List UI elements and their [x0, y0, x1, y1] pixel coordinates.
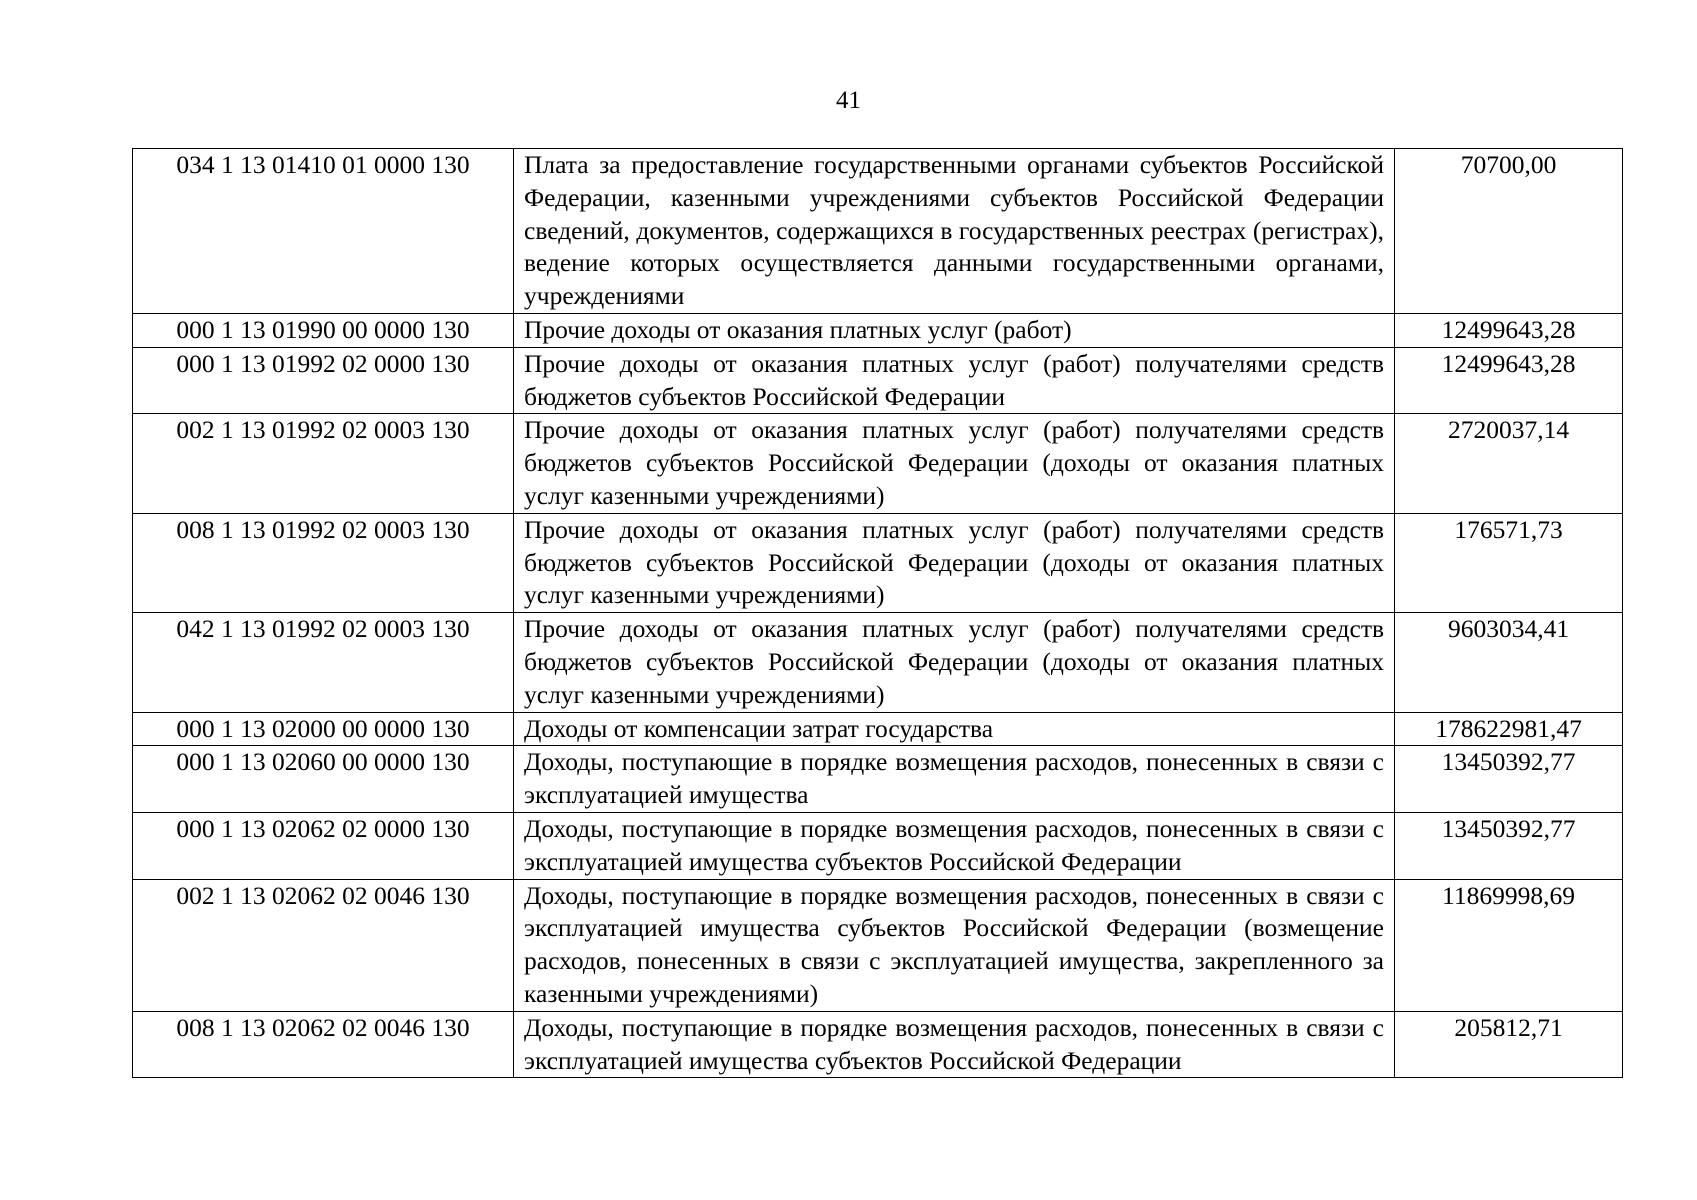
- table-row: [133, 879, 1623, 1011]
- budget-code: 034 1 13 01410 01 0000 130: [133, 149, 514, 314]
- table-row: [133, 613, 1623, 712]
- revenue-name: Прочие доходы от оказания платных услуг (работ) получателями средств бюджетов субъектов Российской Федерации (доходы от оказания платных услуг казенными учреждениями): [514, 414, 1395, 513]
- revenue-sum: 12499643,28: [1395, 347, 1623, 414]
- revenue-sum: 70700,00: [1395, 149, 1623, 314]
- budget-code: 000 1 13 02062 02 0000 130: [133, 812, 514, 879]
- budget-code: 000 1 13 02000 00 0000 130: [133, 712, 514, 746]
- budget-code: 008 1 13 02062 02 0046 130: [133, 1011, 514, 1078]
- budget-code: 042 1 13 01992 02 0003 130: [133, 613, 514, 712]
- table-row: [133, 347, 1623, 414]
- table-row: [133, 712, 1623, 746]
- revenue-sum: 12499643,28: [1395, 313, 1623, 347]
- revenue-sum: 13450392,77: [1395, 746, 1623, 813]
- revenue-name: Прочие доходы от оказания платных услуг (работ): [514, 313, 1395, 347]
- revenue-name: Доходы, поступающие в порядке возмещения расходов, понесенных в связи с эксплуатацией имущества субъектов Российской Федерации: [514, 812, 1395, 879]
- budget-code: 000 1 13 01990 00 0000 130: [133, 313, 514, 347]
- table-row: [133, 513, 1623, 612]
- revenue-sum: 2720037,14: [1395, 414, 1623, 513]
- table-row: [133, 746, 1623, 813]
- revenue-name: Доходы, поступающие в порядке возмещения расходов, понесенных в связи с эксплуатацией имущества субъектов Российской Федерации (возмещение расходов, понесенных в связи с эксплуатацией имущества, закрепленного за казенными учреждениями): [514, 879, 1395, 1011]
- revenue-sum: 9603034,41: [1395, 613, 1623, 712]
- budget-code: 002 1 13 02062 02 0046 130: [133, 879, 514, 1011]
- budget-code: 000 1 13 01992 02 0000 130: [133, 347, 514, 414]
- revenue-table: [132, 148, 1623, 1078]
- revenue-name: Доходы, поступающие в порядке возмещения расходов, понесенных в связи с эксплуатацией имущества: [514, 746, 1395, 813]
- table-row: [133, 414, 1623, 513]
- revenue-name: Доходы от компенсации затрат государства: [514, 712, 1395, 746]
- table-row: [133, 812, 1623, 879]
- revenue-name: Плата за предоставление государственными органами субъектов Российской Федерации, казенными учреждениями субъектов Российской Федерации сведений, документов, содержащихся в государственных реестрах (регистрах), ведение которых осуществляется данными государственными органами, учреждениями: [514, 149, 1395, 314]
- revenue-sum: 176571,73: [1395, 513, 1623, 612]
- revenue-name: Прочие доходы от оказания платных услуг (работ) получателями средств бюджетов субъектов Российской Федерации (доходы от оказания платных услуг казенными учреждениями): [514, 513, 1395, 612]
- revenue-name: Прочие доходы от оказания платных услуг (работ) получателями средств бюджетов субъектов Российской Федерации (доходы от оказания платных услуг казенными учреждениями): [514, 613, 1395, 712]
- budget-code: 002 1 13 01992 02 0003 130: [133, 414, 514, 513]
- revenue-sum: 205812,71: [1395, 1011, 1623, 1078]
- revenue-sum: 13450392,77: [1395, 812, 1623, 879]
- revenue-sum: 178622981,47: [1395, 712, 1623, 746]
- table-row: [133, 149, 1623, 314]
- revenue-sum: 11869998,69: [1395, 879, 1623, 1011]
- table-row: [133, 1011, 1623, 1078]
- revenue-name: Прочие доходы от оказания платных услуг (работ) получателями средств бюджетов субъектов Российской Федерации: [514, 347, 1395, 414]
- page-number: 41: [836, 87, 861, 114]
- budget-code: 000 1 13 02060 00 0000 130: [133, 746, 514, 813]
- budget-code: 008 1 13 01992 02 0003 130: [133, 513, 514, 612]
- table-row: [133, 313, 1623, 347]
- revenue-name: Доходы, поступающие в порядке возмещения расходов, понесенных в связи с эксплуатацией имущества субъектов Российской Федерации: [514, 1011, 1395, 1078]
